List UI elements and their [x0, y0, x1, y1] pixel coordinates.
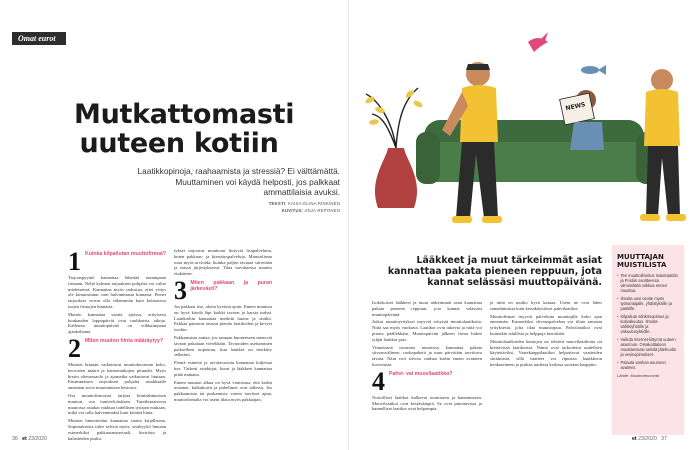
vase-icon — [364, 88, 423, 208]
paragraph: Ennen muuton alkua on hyvä varmistaa, että kodin avaimet, kulkukortit ja puhelimet ovat tallessa. Jos pakkaamista tai purkamista varten tarvitset apua, muuttofirmalta voi usein tilata myös pakkaajan. — [174, 379, 272, 402]
paragraph: Viimeisenä tavarana muutossa kannattaa pakata siivousvälineet, ruokapaketit ja muu päivittäin tarvittava tavara. Näin voit siivota vanhan kodin ennen avainten luovutusta. — [372, 344, 482, 367]
sidebar-source: Lähde: Muuttoneuvonta — [617, 373, 660, 378]
bullet-icon: • — [617, 360, 619, 365]
bird-icon — [528, 32, 548, 52]
section-tag: Omat eurot — [12, 32, 66, 45]
credit-text-label: TEKSTI — [268, 201, 286, 206]
section-number-2: 2 — [68, 333, 81, 363]
section-3-heading — [174, 275, 272, 305]
paragraph: Jos pakkaat itse, aloita hyvissä ajoin. Ennen muuttoa on hyvä käydä läpi kaikki tavarat ja karsia turhat. Laatikoihin kannattaa merkitä huone ja sisältö. Pakkaa painavat tavarat pieniin laatikoihin ja kevyet isoihin. — [174, 303, 272, 333]
section-number-4: 4 — [372, 366, 385, 396]
paragraph: Muuton hinnoittelun kannattaa vaatia kirjallisena. Sopimuksesta tulee selvitä myös, sisältyykö hintaan esimerkiksi pakkausmateriaali, kierrätys ja kalusteiden purku. — [68, 418, 166, 441]
page-number-left: 36 — [12, 436, 18, 442]
paragraph: Muutto kannattaa varata ajoissa, erityisesti kuukauden loppupäivät ovat ruuhkaisia aikoja. Kalleinta muuttopäivää on vilkkaimpana ajankohtana. — [68, 311, 166, 335]
magazine-name: et — [632, 436, 637, 442]
headline-line-1: Mutkattomasti — [74, 99, 295, 130]
section-question-1: Kuinka kilpailutan muuttofirmat? — [85, 251, 166, 257]
headline-line-2: uuteen kotiin — [79, 128, 279, 159]
lead-paragraph: Laatikkopinoja, raahaamista ja stressiä? Ei välttämättä. Muuttaminen voi käydä helposti, jos palkkaat ammattilaisia avuksi. — [137, 166, 340, 197]
paragraph: Pieniä esineitä ja arvotavaroita kannattaa kuljettaa itse. Tärkeät asiakirjat, korut ja lääkkeet kannattaa pitää mukana. — [174, 360, 272, 377]
credit-illus-label: KUVITUS — [281, 207, 302, 213]
bullet-icon: • — [617, 296, 619, 301]
checklist-item: • Ilmoita uusi osoite myös työnantajalle, yhdistyksille ja pankille. — [617, 296, 672, 311]
paragraph: Pakkaamista auttaa, jos samaan huoneeseen menevät tavarat pakataan vierekkäin. Tavaroiden asettaminen paikoilleen nopeutuu, kun laatikot on merkitty selkeästi. — [174, 334, 272, 358]
paragraph: Tarjouspyyntö kannattaa lähettää useampaan firmaan. Neljä kolmen tarjouksen pohjalta voi valita mieleisensä. Kannattaa myös tarkistaa, ettei yritys ole kiinnostunut vain halvimmasta hinnasta. Pienet tarjoukset voivat olla vähemmän kuin kolmasosa isojen firmojen hinnasta. — [68, 275, 166, 309]
magazine-name: et — [22, 436, 27, 442]
section-1-heading — [68, 247, 166, 276]
credit-text-name: KAISA-ELINA RINKINEN — [288, 201, 340, 206]
left-column-2 — [174, 248, 272, 434]
bullet-icon: • — [617, 273, 619, 278]
issue-number: 23/2020 — [28, 436, 47, 442]
spread-divider — [348, 0, 349, 450]
right-column-2 — [490, 300, 602, 434]
credits: TEKSTI: KAISA-ELINA RINKINEN KUVITUS: ANJA REPONEN — [268, 201, 340, 213]
checklist-item: • Vaihda Internet-liittymä uuteen asuntoon. Omakotitaloon muuttaessasi selvitä jätehuolto ja vesisopimukset. — [617, 337, 677, 357]
checklist-item: • Tee muuttoilmoitus maistraattiin ja Postiin osoitteessa viimeistään viikkoa ennen muuttoa. — [617, 273, 678, 293]
paragraph: Osa muuttofirmoista tarjoaa kiinteähintaisen muuton, osa tuntiveloituksen. Tuntihintaisessa muutossa asiakas maksaa todellisen työajan mukaan, mikä voi tulla halvemmaksi kuin kiinteä hinta. — [68, 392, 166, 416]
paragraph: Nostolliset laatikot kulkevat tuomiseen ja kantamiseen. Muovilaatikot ovat kestävämpiä. Se ovat pinottavissa ja kannelliset laatikot ovat helpompia. — [372, 394, 482, 412]
paragraph: Jotkut muuttoyritykset myyvät erityisiä muuttolaatikoita. Niitä saa myös vuokrata. Laatikot ovat tukevia ja niitä voi pinota päällekkäin. Muuttopäivän jälkeen firma hakee tyhjät laatikot pois. — [372, 319, 482, 342]
paragraph: Muuttolaatikoiden kantojen on tehtävä muovilaatikoita tai kiertävissä laatikoissa. Nämä ovat tarkoitetut uudelleen käytettäviksi. Vaatekaappilaatikot helpottavat vaatteiden siirtämistä, sillä vaatteet voi ripustaa laatikkoon henkareineen ja purkaa uudessa kodissa suoraan kaappiin. — [490, 338, 602, 367]
bullet-icon: • — [617, 314, 619, 319]
paragraph: tykset tarjoavat muuttoon liittyviä lisäpalveluita, kuten pakkaus- ja kierrätyspalveluja. Muuttofirma osaa myös arvioida, kuinka paljon tavaraa siirretään ja missä järjestyksessä. Tilaa tarvittaessa muutto etukäteen. — [174, 248, 272, 277]
right-column-1 — [372, 300, 482, 434]
fish-icon — [581, 65, 606, 75]
section-4-heading — [372, 366, 482, 396]
newspaper-text: NEWS — [564, 101, 587, 113]
right-page-footer — [632, 436, 667, 442]
paragraph: Isokokoiset lääkkeet ja muut tärkeimmät asiat kannattaa pakata pieneen reppuun, jota kannat selässäsi muuttopäivänä. — [372, 300, 482, 317]
issue-number: 23/2020 — [638, 436, 657, 442]
illustration-caption: Lääkkeet ja muut tärkeimmät asiat kannattaa pakata pieneen reppuun, jota kannat selässäsi muuttopäivänä. — [387, 255, 602, 288]
section-question-3: Miten pakkaan ja puran järkevästi? — [190, 279, 272, 292]
mover-right-icon — [640, 69, 686, 221]
checklist-sidebar — [612, 245, 684, 435]
section-number-1: 1 — [68, 247, 81, 276]
section-question-2: Miten muuton hinta määräytyy? — [85, 337, 164, 344]
checklist-item: • Kilpailuta sähkösopimus ja kotivakuutus. Ilmoita sähköyhtiölle ja vakuutusyhtiölle. — [617, 314, 669, 334]
section-question-4: Pahvi- vai muovilaatikko? — [389, 370, 453, 377]
credit-illus-name: ANJA REPONEN — [304, 207, 340, 213]
page-number-right: 37 — [661, 436, 667, 442]
paragraph: ja niitä on moiko hyvä kantaa. Usein ne ovat lähes samahintaisia kuin kertakäyttöiset pahvilaatikot. — [490, 300, 602, 311]
paragraph: Muuton hintaan vaikuttavat muuttokuorman koko, kerrosten määrä ja kantomatkojen pituudet. Myös hissin olemassaolo ja ajomatka vaikuttavat hintaan. Ensimmäisen tarjouksen pohjalta asiakkaalle annetaan arvio muuttamisen kestosta. — [68, 361, 166, 391]
section-number-3: 3 — [174, 275, 187, 305]
section-2-heading — [68, 333, 166, 363]
left-page-footer — [12, 436, 47, 442]
bullet-icon: • — [617, 337, 619, 342]
paragraph: Muuttofirmat myyvät palveluita muuttajille koko ajan enemmän. Esimerkiksi siivouspalvelun voi tilata samasta yrityksestä, jolta tilaa muuttoapua. Pahvilaatikot ovat kuitenkin edullisia ja helppoja kierrättää. — [490, 313, 602, 336]
left-column-1 — [68, 247, 166, 441]
sidebar-title: MUUTTAJAN MUISTILISTA — [617, 253, 667, 269]
checklist-item: • Palauta vanhan asunnon avaimet. — [617, 360, 666, 370]
moving-illustration — [358, 30, 688, 250]
headline — [74, 99, 295, 159]
